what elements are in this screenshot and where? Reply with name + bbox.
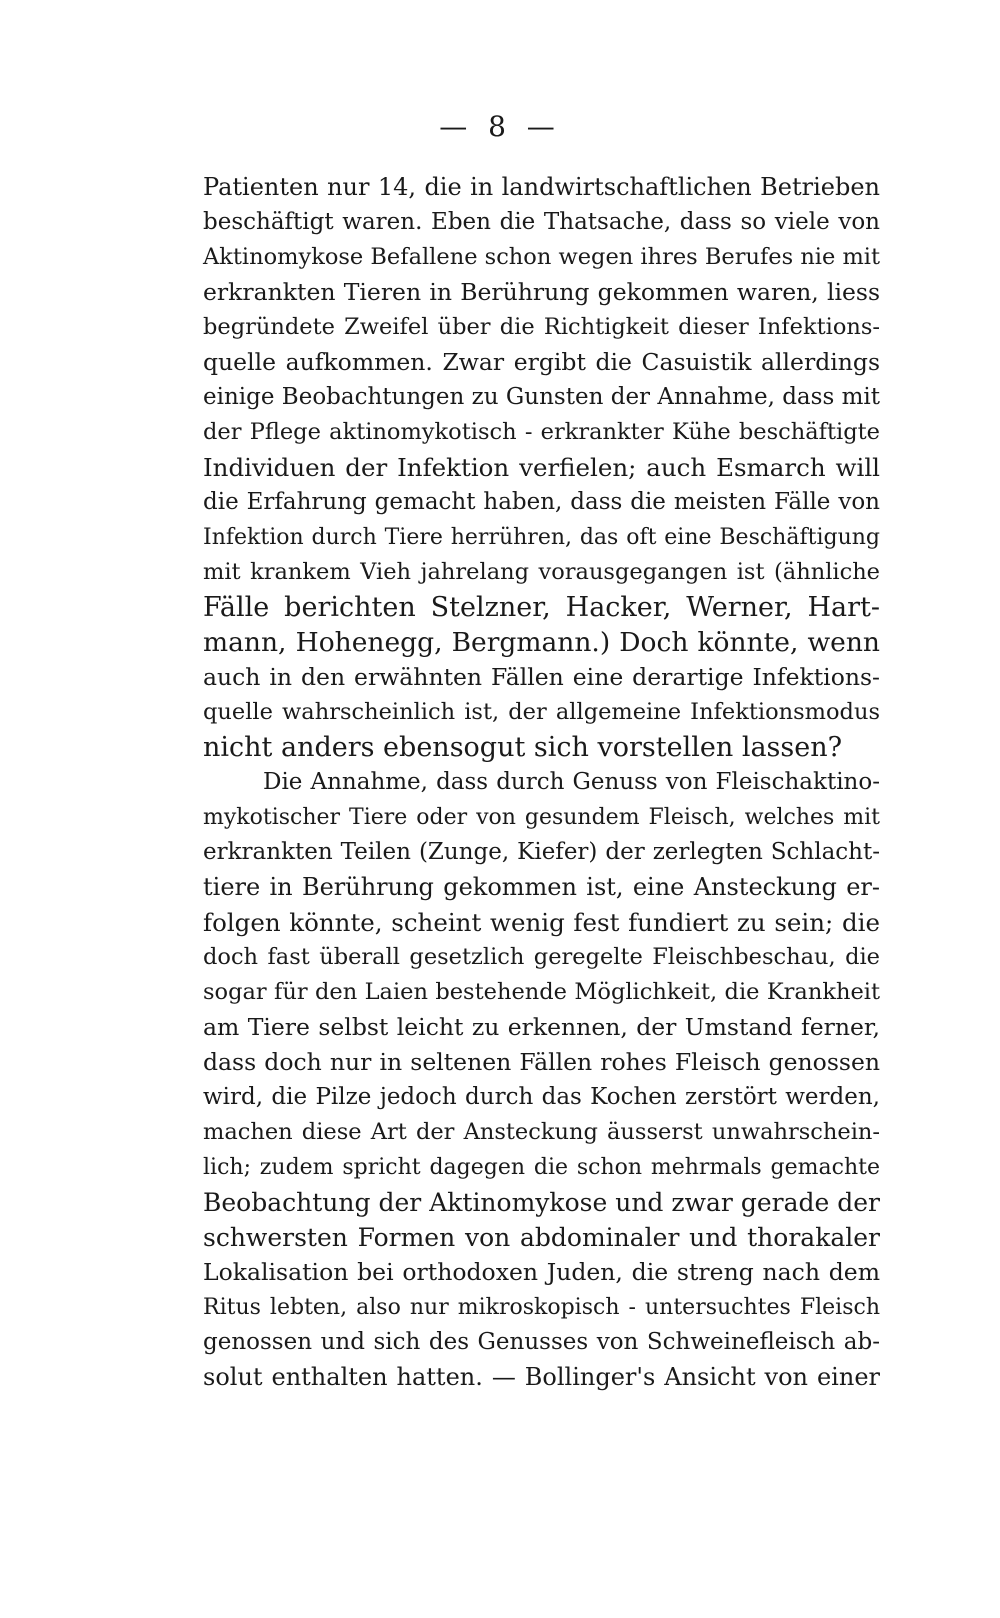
text-line: Ritus lebten, also nur mikroskopisch - untersuchtes Fleisch [203, 1295, 880, 1320]
page-number: — 8 — [439, 110, 561, 143]
text-line: quelle wahrscheinlich ist, der allgemeine Infektionsmodus [203, 699, 880, 725]
text-line: Individuen der Infektion verfielen; auch Esmarch will [203, 453, 880, 482]
text-line: Beobachtung der Aktinomykose und zwar gerade der [203, 1188, 880, 1217]
text-line: der Pflege aktinomykotisch - erkrankter Kühe beschäftigte [203, 419, 880, 445]
text-line: folgen könnte, scheint wenig fest fundiert zu sein; die [203, 908, 880, 937]
text-line: mykotischer Tiere oder von gesundem Fleisch, welches mit [203, 805, 880, 830]
text-line: begründete Zweifel über die Richtigkeit dieser Infektions- [203, 314, 880, 340]
text-line: mit krankem Vieh jahrelang vorausgegangen ist (ähnliche [203, 559, 880, 585]
body-text [203, 170, 880, 1395]
text-line: erkrankten Teilen (Zunge, Kiefer) der zerlegten Schlacht- [203, 839, 880, 865]
text-line: Die Annahme, dass durch Genuss von Fleischaktino- [263, 769, 880, 795]
text-line: nicht anders ebensogut sich vorstellen lassen? [203, 732, 843, 763]
text-line: lich; zudem spricht dagegen die schon mehrmals gemachte [203, 1155, 880, 1180]
text-line: dass doch nur in seltenen Fällen rohes Fleisch genossen [203, 1048, 880, 1076]
text-line: sogar für den Laien bestehende Möglichkeit, die Krankheit [203, 979, 880, 1005]
text-line: Fälle berichten Stelzner, Hacker, Werner, Hart- [203, 592, 880, 623]
text-line: Lokalisation bei orthodoxen Juden, die streng nach dem [203, 1258, 880, 1286]
text-line: doch fast überall gesetzlich geregelte Fleischbeschau, die [203, 944, 880, 970]
text-line: machen diese Art der Ansteckung äusserst unwahrschein- [203, 1119, 880, 1145]
text-line: Infektion durch Tiere herrühren, das oft eine Beschäftigung [203, 525, 880, 550]
text-line: auch in den erwähnten Fällen eine derartige Infektions- [203, 663, 880, 691]
text-line: schwersten Formen von abdominaler und thorakaler [203, 1223, 880, 1252]
text-line: quelle aufkommen. Zwar ergibt die Casuistik allerdings [203, 348, 880, 376]
text-line: einige Beobachtungen zu Gunsten der Annahme, dass mit [203, 384, 880, 410]
text-line: tiere in Berührung gekommen ist, eine Ansteckung er- [203, 873, 880, 901]
text-line: wird, die Pilze jedoch durch das Kochen zerstört werden, [203, 1084, 880, 1110]
text-line: Patienten nur 14, die in landwirtschaftlichen Betrieben [203, 173, 880, 201]
text-line: am Tiere selbst leicht zu erkennen, der Umstand ferner, [203, 1013, 880, 1041]
text-line: beschäftigt waren. Eben die Thatsache, dass so viele von [203, 209, 880, 235]
text-line: die Erfahrung gemacht haben, dass die meisten Fälle von [203, 489, 880, 515]
text-line: solut enthalten hatten. — Bollinger's Ansicht von einer [203, 1363, 880, 1391]
text-line: genossen und sich des Genusses von Schweinefleisch ab- [203, 1329, 880, 1355]
text-line: erkrankten Tieren in Berührung gekommen waren, liess [203, 278, 880, 306]
text-line: Aktinomykose Befallene schon wegen ihres Berufes nie mit [203, 244, 881, 270]
text-line: mann, Hohenegg, Bergmann.) Doch könnte, wenn [203, 627, 880, 658]
